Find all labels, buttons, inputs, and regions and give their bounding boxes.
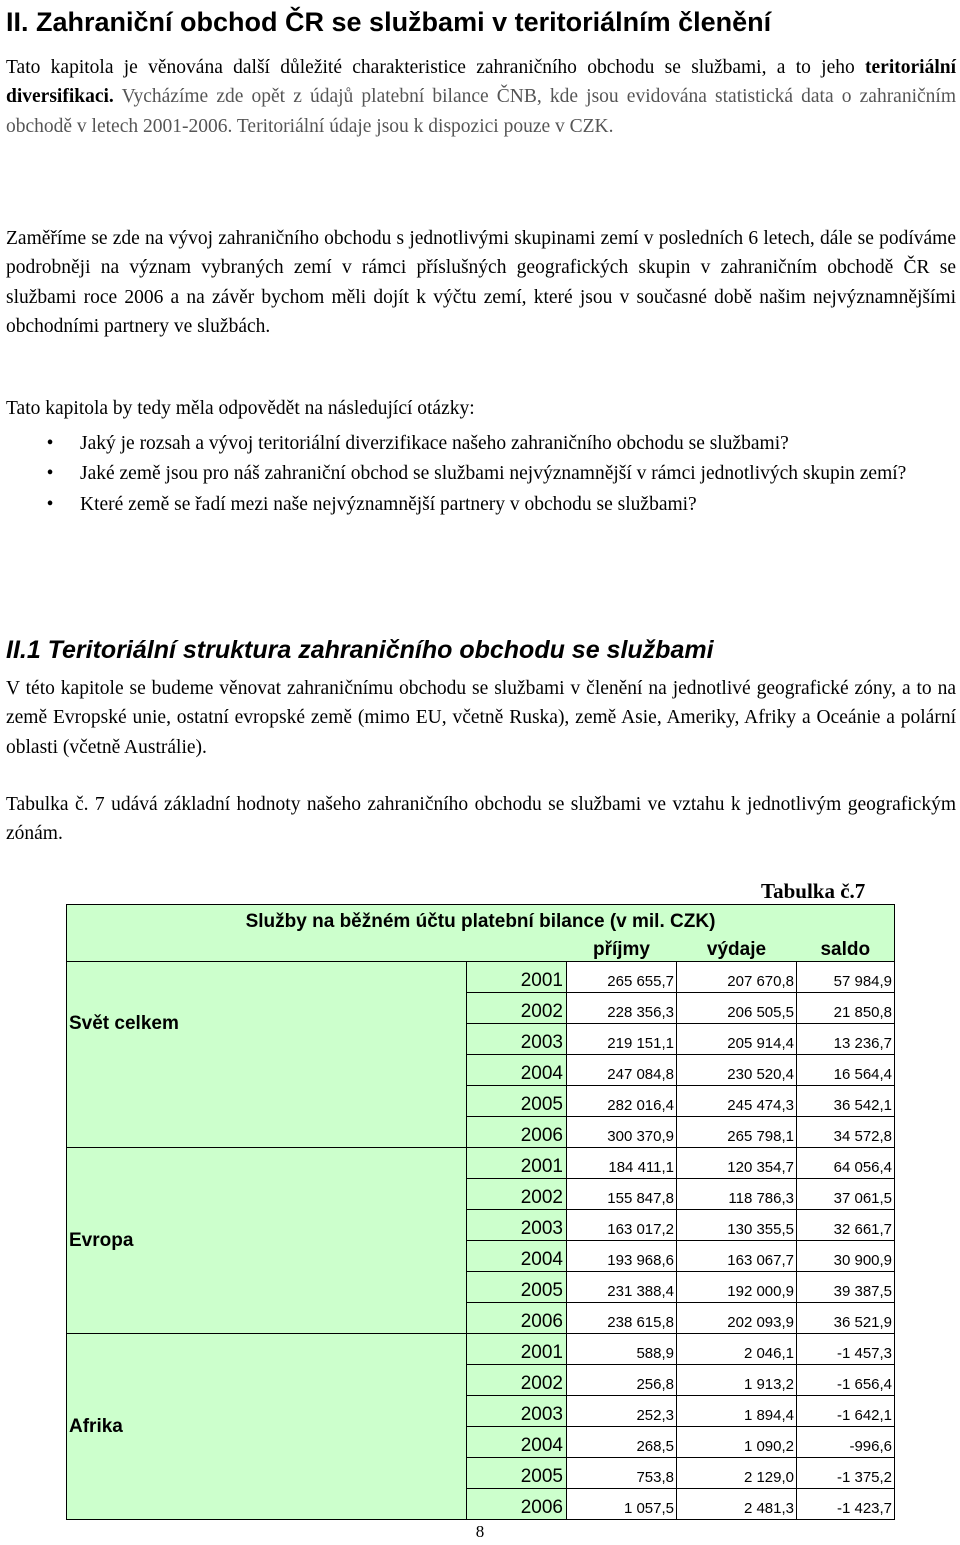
- vydaje-cell: 192 000,9: [677, 1272, 797, 1303]
- prijmy-cell: 193 968,6: [567, 1241, 677, 1272]
- saldo-cell: 64 056,4: [797, 1148, 895, 1179]
- vydaje-cell: 206 505,5: [677, 993, 797, 1024]
- year-cell: 2005: [467, 1086, 567, 1117]
- prijmy-cell: 228 356,3: [567, 993, 677, 1024]
- chapter-heading: II. Zahraniční obchod ČR se službami v teritoriálním členění: [6, 7, 772, 37]
- page-number: 8: [475, 1522, 485, 1541]
- year-cell: 2002: [467, 993, 567, 1024]
- question-text: Jaký je rozsah a vývoj teritoriální diverzifikace našeho zahraničního obchodu se službami?: [80, 433, 789, 454]
- year-cell: 2001: [467, 962, 567, 993]
- year-cell: 2005: [467, 1272, 567, 1303]
- zones-paragraph: V této kapitole se budeme věnovat zahraničnímu obchodu se službami v členění na jednotlivé geografické zóny, a to na země Evropské unie, ostatní evropské země (mimo EU, včetně Ruska), země Asie, Ameriky, Afriky a Oceánie a polární oblasti (včetně Austrálie).: [6, 678, 956, 758]
- saldo-cell: -996,6: [797, 1427, 895, 1458]
- year-cell: 2003: [467, 1396, 567, 1427]
- table-row: [67, 1086, 895, 1117]
- vydaje-cell: 205 914,4: [677, 1024, 797, 1055]
- vydaje-cell: 202 093,9: [677, 1303, 797, 1334]
- table-reference-paragraph: Tabulka č. 7 udává základní hodnoty našeho zahraničního obchodu se službami ve vztahu k jednotlivým geografickým zónám.: [6, 794, 956, 845]
- group-label: Evropa: [67, 1148, 467, 1334]
- header-vydaje: výdaje: [677, 933, 797, 962]
- vydaje-cell: 130 355,5: [677, 1210, 797, 1241]
- prijmy-cell: 268,5: [567, 1427, 677, 1458]
- year-cell: 2002: [467, 1179, 567, 1210]
- vydaje-cell: 118 786,3: [677, 1179, 797, 1210]
- intro-paragraph: [6, 53, 956, 141]
- prijmy-cell: 219 151,1: [567, 1024, 677, 1055]
- prijmy-cell: 184 411,1: [567, 1148, 677, 1179]
- prijmy-cell: 231 388,4: [567, 1272, 677, 1303]
- bullet-icon: •: [46, 493, 54, 515]
- year-cell: 2001: [467, 1334, 567, 1365]
- group-label: Afrika: [67, 1334, 467, 1520]
- year-cell: 2004: [467, 1427, 567, 1458]
- question-text: Jaké země jsou pro náš zahraniční obchod se službami nejvýznamnější v rámci jednotlivých skupin zemí?: [80, 463, 907, 485]
- saldo-cell: 30 900,9: [797, 1241, 895, 1272]
- question-item: [0, 490, 940, 519]
- year-cell: 2006: [467, 1117, 567, 1148]
- vydaje-cell: 230 520,4: [677, 1055, 797, 1086]
- questions-list: [0, 429, 940, 519]
- vydaje-cell: 2 129,0: [677, 1458, 797, 1489]
- saldo-cell: -1 656,4: [797, 1365, 895, 1396]
- vydaje-cell: 245 474,3: [677, 1086, 797, 1117]
- group-label: Svět celkem: [67, 962, 467, 1086]
- prijmy-cell: 256,8: [567, 1365, 677, 1396]
- year-cell: 2003: [467, 1210, 567, 1241]
- header-prijmy: příjmy: [567, 933, 677, 962]
- vydaje-cell: 163 067,7: [677, 1241, 797, 1272]
- question-item: [0, 429, 940, 458]
- header-saldo: saldo: [797, 933, 895, 962]
- prijmy-cell: 155 847,8: [567, 1179, 677, 1210]
- focus-paragraph: Zaměříme se zde na vývoj zahraničního obchodu s jednotlivými skupinami zemí v posledních 6 letech, dále se podíváme podrobněji na význam vybraných zemí v rámci příslušných geografických skupin v zahraničním obchodě ČR se službami roce 2006 a na závěr bychom měli dojít k výčtu zemí, které jsou v současné době našim nejvýznamnějšími obchodními partnery ve službách.: [6, 228, 956, 338]
- saldo-cell: 21 850,8: [797, 993, 895, 1024]
- prijmy-cell: 252,3: [567, 1396, 677, 1427]
- prijmy-cell: 1 057,5: [567, 1489, 677, 1520]
- prijmy-cell: 163 017,2: [567, 1210, 677, 1241]
- saldo-cell: 39 387,5: [797, 1272, 895, 1303]
- saldo-cell: 32 661,7: [797, 1210, 895, 1241]
- prijmy-cell: 300 370,9: [567, 1117, 677, 1148]
- vydaje-cell: 265 798,1: [677, 1117, 797, 1148]
- vydaje-cell: 2 046,1: [677, 1334, 797, 1365]
- year-cell: 2006: [467, 1489, 567, 1520]
- saldo-cell: 13 236,7: [797, 1024, 895, 1055]
- services-table: [66, 904, 895, 1520]
- vydaje-cell: 2 481,3: [677, 1489, 797, 1520]
- bullet-icon: •: [46, 463, 54, 485]
- intro-text-2: Vycházíme zde opět z údajů platební bilance ČNB, kde jsou evidována statistická data o zahraničním obchodě v letech 2001-2006. Teritoriální údaje jsou k dispozici pouze v CZK.: [6, 86, 956, 137]
- table-title: Služby na běžném účtu platební bilance (v mil. CZK): [67, 905, 895, 934]
- group-spacer: [67, 1086, 467, 1148]
- vydaje-cell: 1 913,2: [677, 1365, 797, 1396]
- prijmy-cell: 238 615,8: [567, 1303, 677, 1334]
- table-row: [67, 962, 895, 993]
- year-cell: 2003: [467, 1024, 567, 1055]
- table-title-row: [67, 905, 895, 934]
- saldo-cell: -1 375,2: [797, 1458, 895, 1489]
- table-header-row: [67, 933, 895, 962]
- prijmy-cell: 753,8: [567, 1458, 677, 1489]
- intro-bold-term: teritoriální diversifikaci.: [6, 57, 956, 108]
- year-cell: 2004: [467, 1055, 567, 1086]
- prijmy-cell: 282 016,4: [567, 1086, 677, 1117]
- year-cell: 2006: [467, 1303, 567, 1334]
- saldo-cell: 57 984,9: [797, 962, 895, 993]
- table-row: [67, 1334, 895, 1365]
- vydaje-cell: 1 894,4: [677, 1396, 797, 1427]
- prijmy-cell: 247 084,8: [567, 1055, 677, 1086]
- saldo-cell: 36 542,1: [797, 1086, 895, 1117]
- year-cell: 2005: [467, 1458, 567, 1489]
- table-caption: Tabulka č.7: [761, 879, 866, 903]
- saldo-cell: 16 564,4: [797, 1055, 895, 1086]
- prijmy-cell: 265 655,7: [567, 962, 677, 993]
- header-spacer: [67, 933, 567, 962]
- vydaje-cell: 207 670,8: [677, 962, 797, 993]
- question-text: Které země se řadí mezi naše nejvýznamnější partnery v obchodu se službami?: [80, 493, 697, 515]
- year-cell: 2001: [467, 1148, 567, 1179]
- prijmy-cell: 588,9: [567, 1334, 677, 1365]
- question-item: [0, 459, 940, 488]
- year-cell: 2002: [467, 1365, 567, 1396]
- questions-intro: Tato kapitola by tedy měla odpovědět na následující otázky:: [6, 398, 475, 419]
- saldo-cell: -1 423,7: [797, 1489, 895, 1520]
- intro-text-1: Tato kapitola je věnována další důležité charakteristice zahraničního obchodu se službami, a to jeho: [6, 57, 866, 78]
- saldo-cell: -1 642,1: [797, 1396, 895, 1427]
- saldo-cell: -1 457,3: [797, 1334, 895, 1365]
- bullet-icon: •: [46, 433, 54, 454]
- vydaje-cell: 1 090,2: [677, 1427, 797, 1458]
- saldo-cell: 37 061,5: [797, 1179, 895, 1210]
- saldo-cell: 34 572,8: [797, 1117, 895, 1148]
- vydaje-cell: 120 354,7: [677, 1148, 797, 1179]
- saldo-cell: 36 521,9: [797, 1303, 895, 1334]
- year-cell: 2004: [467, 1241, 567, 1272]
- table-row: [67, 1148, 895, 1179]
- section-heading: II.1 Teritoriální struktura zahraničního obchodu se službami: [6, 636, 714, 664]
